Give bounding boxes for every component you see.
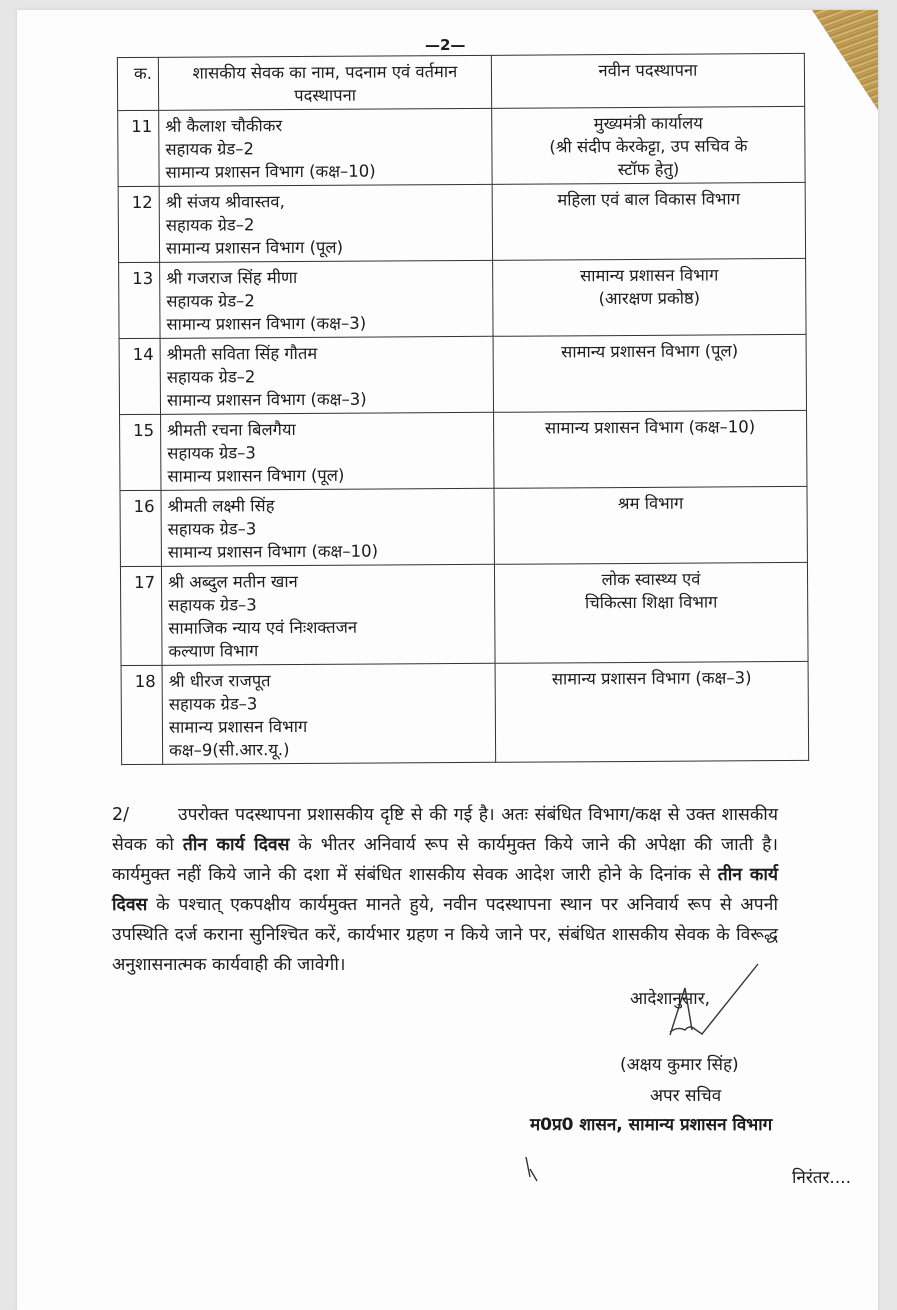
row-employee (160, 336, 493, 414)
employee-line: सामान्य प्रशासन विभाग (पूल) (167, 465, 345, 486)
new-posting-line: सामान्य प्रशासन विभाग (579, 265, 719, 286)
employee-line: श्री अब्दुल मतीन खान (167, 572, 298, 592)
new-posting-line: (आरक्षण प्रकोष्ठ) (598, 288, 701, 309)
table-body (118, 106, 809, 764)
pen-mark (522, 1155, 542, 1185)
row-serial: 16 (120, 490, 161, 566)
new-posting-line: सामान्य प्रशासन विभाग (कक्ष–3) (551, 668, 752, 689)
header-serial: क. (117, 57, 158, 110)
row-serial: 14 (119, 338, 160, 414)
paragraph-text-1: उपरोक्त पदस्थापना प्रशासकीय दृष्टि से की गई है। अतः संबंधित विभाग/कक्ष से उक्त शासकीय सेवक को (112, 805, 778, 855)
employee-line: सामान्य प्रशासन विभाग (168, 716, 308, 737)
employee-line: सामान्य प्रशासन विभाग (कक्ष–3) (166, 313, 367, 334)
row-serial: 12 (118, 186, 159, 262)
paragraph-number: 2/ (112, 805, 130, 825)
paragraph-bold-1: तीन कार्य दिवस (182, 835, 290, 855)
table-row (120, 486, 807, 566)
employee-line: सामान्य प्रशासन विभाग (पूल) (165, 237, 344, 258)
row-serial: 13 (119, 262, 160, 338)
employee-line: श्री धीरज राजपूत (168, 671, 271, 691)
paragraph-text-2: के भीतर अनिवार्य रूप से कार्यमुक्त किये जाने की अपेक्षा की जाती है। कार्यमुक्त नहीं किये जाने की दशा में संबंधित शासकीय सेवक आदेश जारी होने के दिनांक से (112, 835, 778, 885)
row-new-posting (492, 182, 805, 260)
employee-line: श्री गजराज सिंह मीणा (166, 268, 298, 288)
signatory-designation: अपर सचिव (650, 1086, 722, 1106)
employee-line: सहायक ग्रेड–3 (168, 694, 258, 714)
header-employee: शासकीय सेवक का नाम, पदनाम एवं वर्तमान पदस्थापना (158, 55, 491, 110)
employee-line: श्री कैलाश चौकीकर (165, 116, 283, 136)
row-employee (161, 488, 494, 566)
row-serial: 11 (118, 110, 159, 186)
by-order-text: आदेशानुसार, (630, 989, 711, 1009)
table-row (120, 562, 808, 665)
row-new-posting (493, 334, 806, 412)
row-serial: 15 (120, 414, 161, 490)
employee-line: सहायक ग्रेड–2 (166, 367, 256, 387)
table-row (121, 661, 809, 764)
signatory-department: म0प्र0 शासन, सामान्य प्रशासन विभाग (530, 1115, 773, 1135)
table-header-row (117, 53, 804, 110)
row-employee (159, 184, 492, 262)
row-new-posting (493, 258, 806, 336)
employee-line: सहायक ग्रेड–2 (165, 139, 255, 159)
header-new-posting: नवीन पदस्थापना (491, 53, 804, 108)
employee-line: श्रीमती लक्ष्मी सिंह (167, 496, 275, 516)
employee-line: श्रीमती रचना बिलगैया (167, 420, 296, 440)
row-employee (161, 412, 494, 490)
employee-line: श्री संजय श्रीवास्तव, (165, 192, 285, 212)
row-serial: 17 (120, 566, 162, 665)
instruction-paragraph (112, 800, 778, 980)
page-number: —2— (425, 36, 466, 54)
new-posting-line: मुख्यमंत्री कार्यालय (593, 113, 703, 134)
paragraph-bold-2: तीन कार्य दिवस (112, 865, 779, 915)
employee-line: श्रीमती सविता सिंह गौतम (166, 343, 318, 364)
row-new-posting (495, 661, 809, 762)
employee-line: सहायक ग्रेड–3 (167, 519, 257, 539)
continued-text: निरंतर.... (792, 1168, 852, 1188)
table-row (119, 258, 806, 338)
new-posting-line: चिकित्सा शिक्षा विभाग (584, 592, 718, 613)
row-serial: 18 (121, 665, 163, 764)
employee-line: सहायक ग्रेड–3 (168, 595, 257, 615)
table-row (119, 334, 806, 414)
new-posting-line: (श्री संदीप केरकेट्टा, उप सचिव के (549, 136, 748, 157)
employee-line: सामाजिक न्याय एवं निःशक्तजन (168, 617, 358, 638)
employee-line: कक्ष–9(सी.आर.यू.) (169, 740, 290, 760)
row-new-posting (494, 410, 807, 488)
posting-table (117, 53, 809, 765)
new-posting-line: सामान्य प्रशासन विभाग (कक्ष–10) (544, 417, 756, 438)
employee-line: सहायक ग्रेड–3 (167, 443, 256, 463)
paragraph-text-3: के पश्चात् एकपक्षीय कार्यमुक्त मानते हुये, नवीन पदस्थापना स्थान पर अनिवार्य रूप से अपनी उपस्थिति दर्ज कराना सुनिश्चित करें, कार्यभार ग्रहण न किये जाने पर, संबंधित शासकीय सेवक के विरूद्ध अनुशासनात्मक कार्यवाही की जावेगी। (112, 895, 778, 975)
new-posting-line: लोक स्वास्थ्य एवं (601, 569, 701, 590)
new-posting-line: स्टॉफ हेतु) (617, 159, 680, 180)
row-new-posting (494, 486, 807, 564)
signatory-name: (अक्षय कुमार सिंह) (620, 1055, 739, 1075)
row-new-posting (494, 562, 808, 663)
table-row (120, 410, 807, 490)
employee-line: सहायक ग्रेड–2 (165, 215, 255, 235)
employee-line: सामान्य प्रशासन विभाग (कक्ष–10) (167, 541, 379, 562)
employee-line: सामान्य प्रशासन विभाग (कक्ष–3) (166, 389, 367, 410)
row-employee (160, 260, 493, 338)
row-employee (159, 108, 492, 186)
signature-mark (640, 960, 760, 1040)
table-row (118, 106, 805, 186)
employee-line: सहायक ग्रेड–2 (166, 291, 255, 311)
row-new-posting (492, 106, 805, 184)
employee-line: सामान्य प्रशासन विभाग (कक्ष–10) (165, 161, 376, 182)
new-posting-line: सामान्य प्रशासन विभाग (पूल) (561, 341, 739, 362)
table-row (118, 182, 805, 262)
new-posting-line: महिला एवं बाल विकास विभाग (557, 189, 741, 210)
folded-corner (812, 10, 878, 110)
row-employee (161, 564, 495, 665)
new-posting-line: श्रम विभाग (617, 493, 684, 514)
employee-line: कल्याण विभाग (168, 641, 259, 661)
row-employee (162, 663, 496, 764)
